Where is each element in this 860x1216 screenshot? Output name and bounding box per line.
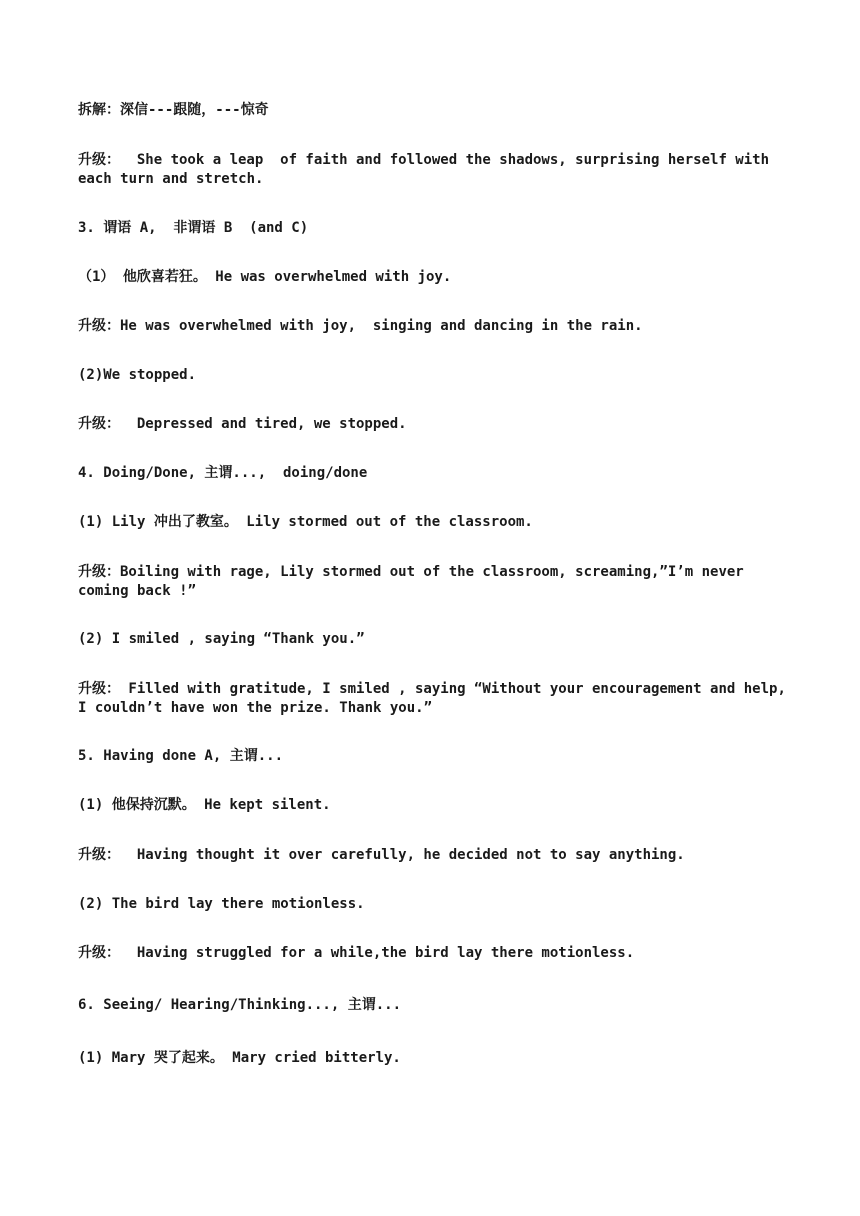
example-line: (2) The bird lay there motionless.	[78, 896, 365, 912]
section-heading-3: 3. 谓语 A, 非谓语 B (and C)	[78, 220, 309, 236]
example-line: (1) 他保持沉默。 He kept silent.	[78, 797, 331, 813]
upgrade-line: 升级：He was overwhelmed with joy, singing and dancing in the rain.	[78, 318, 643, 334]
example-line: (1) Mary 哭了起来。 Mary cried bitterly.	[78, 1050, 401, 1066]
example-line: (2) I smiled , saying “Thank you.”	[78, 631, 365, 647]
section-heading-5: 5. Having done A, 主谓...	[78, 748, 284, 764]
upgrade-line: 升级： Having thought it over carefully, he decided not to say anything.	[78, 847, 685, 863]
upgrade-line: 升级：Boiling with rage, Lily stormed out of the classroom, screaming,”I’m never coming back !”	[78, 564, 753, 599]
upgrade-line: 升级： Depressed and tired, we stopped.	[78, 416, 407, 432]
example-line: （1） 他欣喜若狂。 He was overwhelmed with joy.	[78, 269, 452, 285]
section-heading-4: 4. Doing/Done, 主谓..., doing/done	[78, 465, 368, 481]
section-heading-6: 6. Seeing/ Hearing/Thinking..., 主谓...	[78, 997, 402, 1013]
upgrade-line: 升级： She took a leap of faith and followed the shadows, surprising herself with each turn and stretch.	[78, 152, 778, 187]
example-line: (2)We stopped.	[78, 367, 197, 383]
upgrade-line: 升级： Having struggled for a while,the bird lay there motionless.	[78, 945, 635, 961]
example-line: (1) Lily 冲出了教室。 Lily stormed out of the classroom.	[78, 514, 533, 530]
breakdown-line: 拆解：深信---跟随，---惊奇	[78, 102, 269, 118]
upgrade-line: 升级： Filled with gratitude, I smiled , saying “Without your encouragement and help, I couldn’t have won the prize. Thank you.”	[78, 681, 795, 716]
